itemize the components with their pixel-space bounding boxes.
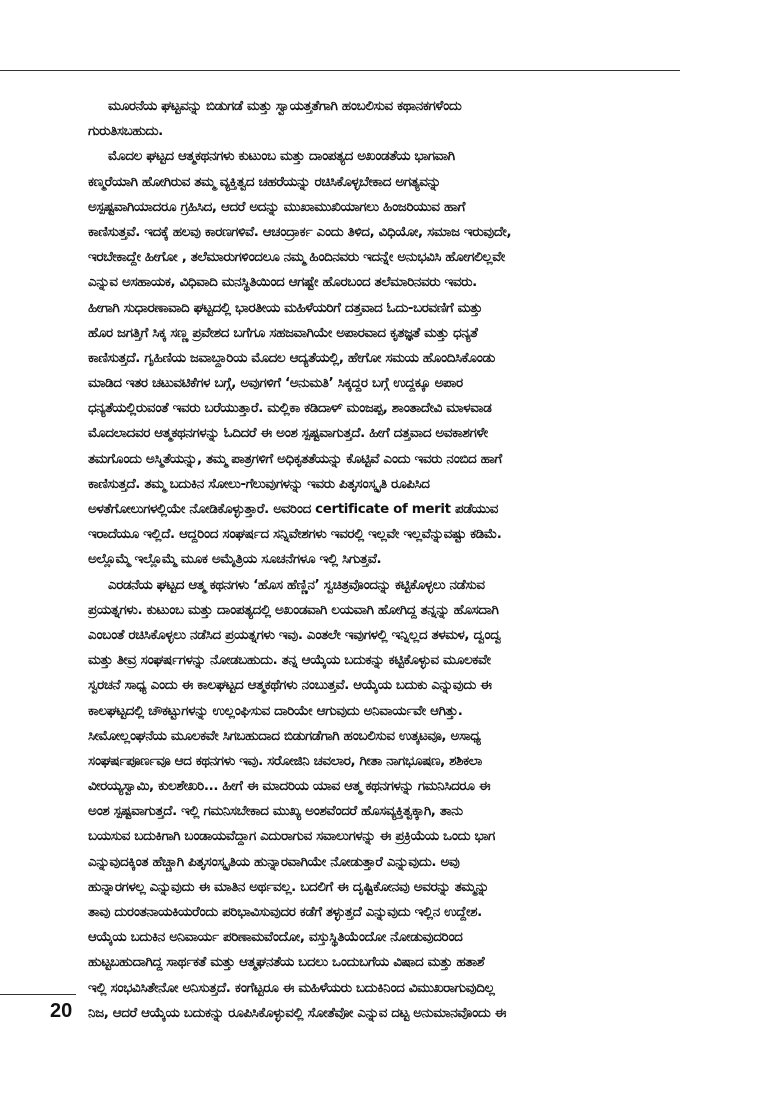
text-line: ಕಾಲಘಟ್ಟದಲ್ಲಿ ಚೌಕಟ್ಟುಗಳನ್ನು ಉಲ್ಲಂಘಿಸುವ ದಾರಿಯೇ ಆಗುವುದು ಅನಿವಾರ್ಯವೇ ಆಗಿತ್ತು. [88,703,463,719]
footer-rule [0,994,76,995]
text-line: ವೀರಯ್ಯಸ್ವಾಮಿ, ಕುಲಶೇಖರಿ... ಹೀಗೆ ಈ ಮಾದರಿಯ ಯಾವ ಆತ್ಮ ಕಥನಗಳನ್ನು ಗಮನಿಸಿದರೂ ಈ [88,779,491,795]
text-line: ಇರಾದೆಯೂ ಇಲ್ಲಿದೆ. ಆದ್ದರಿಂದ ಸಂಘರ್ಷದ ಸನ್ನಿವೇಶಗಳು ಇವರಲ್ಲಿ ಇಲ್ಲವೇ ಇಲ್ಲವೆನ್ನುವಷ್ಟು ಕಡಿಮೆ. [88,527,502,543]
text-line: ಪ್ರಯತ್ನಗಳು. ಕುಟುಂಬ ಮತ್ತು ದಾಂಪತ್ಯದಲ್ಲಿ ಅಖಂಡವಾಗಿ ಲಯವಾಗಿ ಹೋಗಿದ್ದ ತನ್ನನ್ನು ಹೊಸದಾಗಿ [88,602,499,618]
text-line: ಮಾಡಿದ ಇತರ ಚಟುವಟಿಕೆಗಳ ಬಗ್ಗೆ, ಅವುಗಳಿಗೆ ‘ಅನುಮತಿ’ ಸಿಕ್ಕದ್ದರ ಬಗ್ಗೆ ಉದ್ದಕ್ಕೂ ಅಪಾರ [88,376,463,392]
text-line: ಎನ್ನುವುದಕ್ಕಿಂತ ಹೆಚ್ಚಾಗಿ ಪಿತೃಸಂಸ್ಕೃತಿಯ ಹುನ್ನಾರವಾಗಿಯೇ ನೋಡುತ್ತಾರೆ ಎನ್ನುವುದು. ಅವು [88,854,460,870]
text-line: ಧನ್ಯತೆಯಲ್ಲಿರುವಂತೆ ಇವರು ಬರೆಯುತ್ತಾರೆ. ಮಲ್ಲಿಕಾ ಕಡಿದಾಳ್ ಮಂಜಪ್ಪ, ಶಾಂತಾದೇವಿ ಮಾಳವಾಡ [88,401,492,417]
text-line: ಸ್ವರಚನೆ ಸಾಧ್ಯ ಎಂದು ಈ ಕಾಲಘಟ್ಟದ ಆತ್ಮಕಥೆಗಳು ನಂಬುತ್ತವೆ. ಆಯ್ಕೆಯ ಬದುಕು ಎನ್ನುವುದು ಈ [88,678,492,694]
text-line: ಎನ್ನುವ ಅಸಹಾಯಕ, ವಿಧಿವಾದಿ ಮನಸ್ಥಿತಿಯಿಂದ ಆಗಷ್ಟೇ ಹೊರಬಂದ ತಲೆಮಾರಿನವರು ಇವರು. [88,275,477,291]
header-rule [0,70,680,71]
text-line: ಹೀಗಾಗಿ ಸುಧಾರಣಾವಾದಿ ಘಟ್ಟದಲ್ಲಿ ಭಾರತೀಯ ಮಹಿಳೆಯರಿಗೆ ದತ್ತವಾದ ಓದು-ಬರವಣಿಗೆ ಮತ್ತು [88,300,483,316]
text-line: ತಮಗೊಂದು ಅಸ್ಮಿತೆಯನ್ನು, ತಮ್ಮ ಪಾತ್ರಗಳಿಗೆ ಅಧಿಕೃತತೆಯನ್ನು ಕೊಟ್ಟಿವೆ ಎಂದು ಇವರು ನಂಬಿದ ಹಾಗೆ [88,451,502,467]
text-line: ಕಾಣಿಸುತ್ತವೆ. ಇದಕ್ಕೆ ಹಲವು ಕಾರಣಗಳಿವೆ. ಆಚಂದ್ರಾರ್ಕ ಎಂದು ತಿಳಿದ, ವಿಧಿಯೋ, ಸಮಾಜ ಇರುವುದೇ, [88,224,512,240]
text-line: ಗುರುತಿಸಬಹುದು. [88,124,163,140]
text-line: ಸಂಘರ್ಷಪೂರ್ಣವೂ ಆದ ಕಥನಗಳು ಇವು. ಸರೋಜಿನಿ ಚವಲಾರ, ಗೀತಾ ನಾಗಭೂಷಣ, ಶಶಿಕಲಾ [88,753,482,769]
text-line: ಮೊದಲ ಘಟ್ಟದ ಆತ್ಮಕಥನಗಳು ಕುಟುಂಬ ಮತ್ತು ದಾಂಪತ್ಯದ ಅಖಂಡತೆಯ ಭಾಗವಾಗಿ [108,149,455,165]
text-line: ಕಣ್ಮರೆಯಾಗಿ ಹೋಗಿರುವ ತಮ್ಮ ವ್ಯಕ್ತಿತ್ವದ ಚಹರೆಯನ್ನು ರಚಿಸಿಕೊಳ್ಳಬೇಕಾದ ಅಗತ್ಯವನ್ನು [88,174,441,190]
text-line: ಹುನ್ನಾರಗಳಲ್ಲ ಎನ್ನುವುದು ಈ ಮಾತಿನ ಅರ್ಥವಲ್ಲ. ಬದಲಿಗೆ ಈ ದೃಷ್ಟಿಕೋನವು ಅವರನ್ನು ತಮ್ಮನ್ನು [88,879,489,895]
text-line: ಸೀಮೋಲ್ಲಂಘನೆಯ ಮೂಲಕವೇ ಸಿಗಬಹುದಾದ ಬಿಡುಗಡೆಗಾಗಿ ಹಂಬಲಿಸುವ ಉತ್ಕಟವೂ, ಅಸಾಧ್ಯ [88,728,481,744]
text-line: ಎಂಬಂತೆ ರಚಿಸಿಕೊಳ್ಳಲು ನಡೆಸಿದ ಪ್ರಯತ್ನಗಳು ಇವು. ಎಂತಲೇ ಇವುಗಳಲ್ಲಿ ಇನ್ನಿಲ್ಲದ ತಳಮಳ, ದ್ವಂದ್ವ [88,627,501,643]
text-line: ಮೊದಲಾದವರ ಆತ್ಮಕಥನಗಳನ್ನು ಓದಿದರೆ ಈ ಅಂಶ ಸ್ಪಷ್ಟವಾಗುತ್ತದೆ. ಹೀಗೆ ದತ್ತವಾದ ಅವಕಾಶಗಳೇ [88,426,488,442]
text-line: ಕಾಣಿಸುತ್ತದೆ. ತಮ್ಮ ಬದುಕಿನ ಸೋಲು-ಗೆಲುವುಗಳನ್ನು ಇವರು ಪಿತೃಸಂಸ್ಕೃತಿ ರೂಪಿಸಿದ [88,476,430,492]
text-line: ಹುಟ್ಟಬಹುದಾಗಿದ್ದ ಸಾರ್ಥಕತೆ ಮತ್ತು ಆತ್ಮಘನತೆಯ ಬದಲು ಒಂದುಬಗೆಯ ವಿಷಾದ ಮತ್ತು ಹತಾಶೆ [88,955,485,971]
text-line: ಅಳತೆಗೋಲುಗಳಲ್ಲಿಯೇ ನೋಡಿಕೊಳ್ಳುತ್ತಾರೆ. ಅವರಿಂದ certificate of merit ಪಡೆಯುವ [88,502,498,517]
text-line: ಬಯಸುವ ಬದುಕಿಗಾಗಿ ಬಂಡಾಯವೆದ್ದಾಗ ಎದುರಾಗುವ ಸವಾಲುಗಳನ್ನು ಈ ಪ್ರಕ್ರಿಯೆಯ ಒಂದು ಭಾಗ [88,829,495,845]
page-number: 20 [50,1000,73,1022]
text-line: ಕಾಣಿಸುತ್ತದೆ. ಗೃಹಿಣಿಯ ಜವಾಬ್ದಾರಿಯ ಮೊದಲ ಆದ್ಯತೆಯಲ್ಲಿ, ಹೇಗೋ ಸಮಯ ಹೊಂದಿಸಿಕೊಂಡು [88,350,495,366]
text-line: ಆಯ್ಕೆಯ ಬದುಕಿನ ಅನಿವಾರ್ಯ ಪರಿಣಾಮವೆಂದೋ, ವಸ್ತುಸ್ಥಿತಿಯೆಂದೋ ನೋಡುವುದರಿಂದ [88,930,463,946]
text-line: ಮತ್ತು ತೀವ್ರ ಸಂಘರ್ಷಗಳನ್ನು ನೋಡಬಹುದು. ತನ್ನ ಆಯ್ಕೆಯ ಬದುಕನ್ನು ಕಟ್ಟಿಕೊಳ್ಳುವ ಮೂಲಕವೇ [88,653,491,669]
text-line: ಅಂಶ ಸ್ಪಷ್ಟವಾಗುತ್ತದೆ. ಇಲ್ಲಿ ಗಮನಿಸಬೇಕಾದ ಮುಖ್ಯ ಅಂಶವೆಂದರೆ ಹೊಸವ್ಯಕ್ತಿತ್ವಕ್ಕಾಗಿ, ತಾನು [88,804,463,820]
text-line: ಹೊರ ಜಗತ್ತಿಗೆ ಸಿಕ್ಕ ಸಣ್ಣ ಪ್ರವೇಶದ ಬಗೆಗೂ ಸಹಜವಾಗಿಯೇ ಅಪಾರವಾದ ಕೃತಜ್ಞತೆ ಮತ್ತು ಧನ್ಯತೆ [88,325,478,341]
text-line: ಅಲ್ಲೊಮ್ಮೆ ಇಲ್ಲೊಮ್ಮೆ ಮೂಕ ಅಮೈತ್ರಿಯ ಸೂಚನೆಗಳೂ ಇಲ್ಲಿ ಸಿಗುತ್ತವೆ. [88,552,382,568]
text-line: ಅಸ್ಪಷ್ಟವಾಗಿಯಾದರೂ ಗ್ರಹಿಸಿದ, ಆದರೆ ಅದನ್ನು ಮುಖಾಮುಖಿಯಾಗಲು ಹಿಂಜರಿಯುವ ಹಾಗೆ [88,199,466,215]
text-line: ನಿಜ, ಆದರೆ ಆಯ್ಕೆಯ ಬದುಕನ್ನು ರೂಪಿಸಿಕೊಳ್ಳುವಲ್ಲಿ ಸೋತೆವೋ ಎನ್ನುವ ದಟ್ಟ ಅನುಮಾನವೊಂದು ಈ [88,1005,506,1021]
body-text [88,94,678,1026]
text-line: ಎರಡನೆಯ ಘಟ್ಟದ ಆತ್ಮ ಕಥನಗಳು ‘ಹೊಸ ಹೆಣ್ಣಿನ’ ಸ್ವಚಿತ್ರವೊಂದನ್ನು ಕಟ್ಟಿಕೊಳ್ಳಲು ನಡೆಸುವ [108,577,485,593]
text-line: ಇಲ್ಲಿ ಸಂಭವಿಸಿತೇನೋ ಅನಿಸುತ್ತದೆ. ಕಂಗೆಟ್ಟರೂ ಈ ಮಹಿಳೆಯರು ಬದುಕಿನಿಂದ ವಿಮುಖರಾಗುವುದಿಲ್ಲ [88,980,495,996]
text-line: ಮೂರನೆಯ ಘಟ್ಟವನ್ನು ಬಿಡುಗಡೆ ಮತ್ತು ಸ್ವಾಯತ್ತತೆಗಾಗಿ ಹಂಬಲಿಸುವ ಕಥಾನಕಗಳೆಂದು [108,99,462,114]
text-line: ಇರಬೇಕಾದ್ದೇ ಹೀಗೋ , ತಲೆಮಾರುಗಳಿಂದಲೂ ನಮ್ಮ ಹಿಂದಿನವರು ಇದನ್ನೇ ಅನುಭವಿಸಿ ಹೋಗಲಿಲ್ಲವೇ [88,250,505,266]
text-line: ತಾವು ದುರಂತನಾಯಕಿಯರೆಂದು ಪರಿಭಾವಿಸುವುದರ ಕಡೆಗೆ ತಳ್ಳುತ್ತದೆ ಎನ್ನುವುದು ಇಲ್ಲಿನ ಉದ್ದೇಶ. [88,905,482,920]
